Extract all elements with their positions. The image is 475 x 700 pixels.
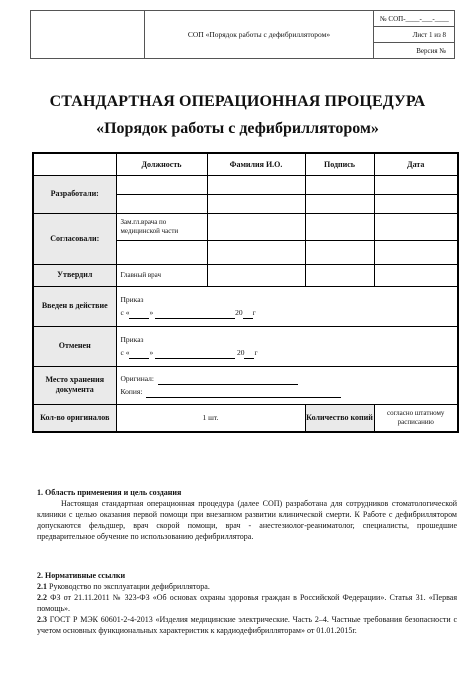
document-header: [30, 10, 455, 59]
row-label-approved: Утвердил: [33, 264, 116, 286]
header-version: Версия №: [374, 43, 455, 59]
copies-count-label: Количество копий: [305, 404, 374, 432]
column-header-name: Фамилия И.О.: [207, 153, 305, 175]
header-sheet-count: Лист 1 из 8: [374, 27, 455, 43]
header-sop-number: № СОП-____-___-____: [374, 11, 455, 27]
originals-count-value: 1 шт.: [116, 404, 305, 432]
reference-item: 2.2 ФЗ от 21.11.2011 № 323-ФЗ «Об основах охраны здоровья граждан в Российской Федерации». Статья 31. «Первая помощь».: [37, 593, 457, 613]
section-2-title: 2. Нормативные ссылки: [37, 571, 126, 580]
reference-item: 2.1 Руководство по эксплуатации дефибриллятора.: [37, 582, 210, 591]
table-header-row: [33, 153, 458, 175]
row-label-storage: Место хранения документа: [33, 366, 116, 404]
section-2: [37, 570, 457, 636]
row-label-originals-count: Кол-во оригиналов: [33, 404, 116, 432]
column-header-signature: Подпись: [305, 153, 374, 175]
column-header-position: Должность: [116, 153, 207, 175]
row-label-cancelled: Отменен: [33, 326, 116, 366]
introduced-order: Приказ с « » 20 г: [116, 286, 458, 326]
row-label-developed: Разработали:: [33, 175, 116, 213]
approval-table: [32, 152, 459, 433]
header-logo-area: [31, 11, 145, 59]
approved-position: Главный врач: [116, 264, 207, 286]
cancelled-order: Приказ с « » 20 г: [116, 326, 458, 366]
section-1-text: Настоящая стандартная операционная процедура (далее СОП) разработана для сотрудников стоматологической клиники с целью оказания первой помощи при внезапном развитии клинической смерти. К Работе с дефибриллятором допускаются фельдшер, врач скорой помощи, врач - анестезиолог-реаниматолог, специалисты, прошедшие предварительное обучение по использованию дефибриллятора.: [37, 499, 457, 541]
document-title: СТАНДАРТНАЯ ОПЕРАЦИОННАЯ ПРОЦЕДУРА: [49, 93, 426, 110]
column-header-date: Дата: [374, 153, 458, 175]
section-1: [37, 487, 457, 542]
row-label-introduced: Введен в действие: [33, 286, 116, 326]
table-corner-cell: [33, 153, 116, 175]
header-sop-title: СОП «Порядок работы с дефибриллятором»: [145, 11, 374, 59]
document-subtitle: «Порядок работы с дефибриллятором»: [96, 120, 379, 137]
reference-item: 2.3 ГОСТ Р МЭК 60601-2-4-2013 «Изделия медицинские электрические. Часть 2–4. Частные требования безопасности с учетом основных функциональных характеристик к кардиодефибрилляторам» от 01.01.2015г.: [37, 615, 458, 635]
section-1-title: 1. Область применения и цель создания: [37, 488, 182, 497]
agreed-position: Зам.гл.врача по медицинской части: [116, 213, 207, 240]
copies-count-value: согласно штатному расписанию: [374, 404, 458, 432]
row-label-agreed: Согласовали:: [33, 213, 116, 264]
storage-locations: Оригинал: Копия:: [116, 366, 458, 404]
